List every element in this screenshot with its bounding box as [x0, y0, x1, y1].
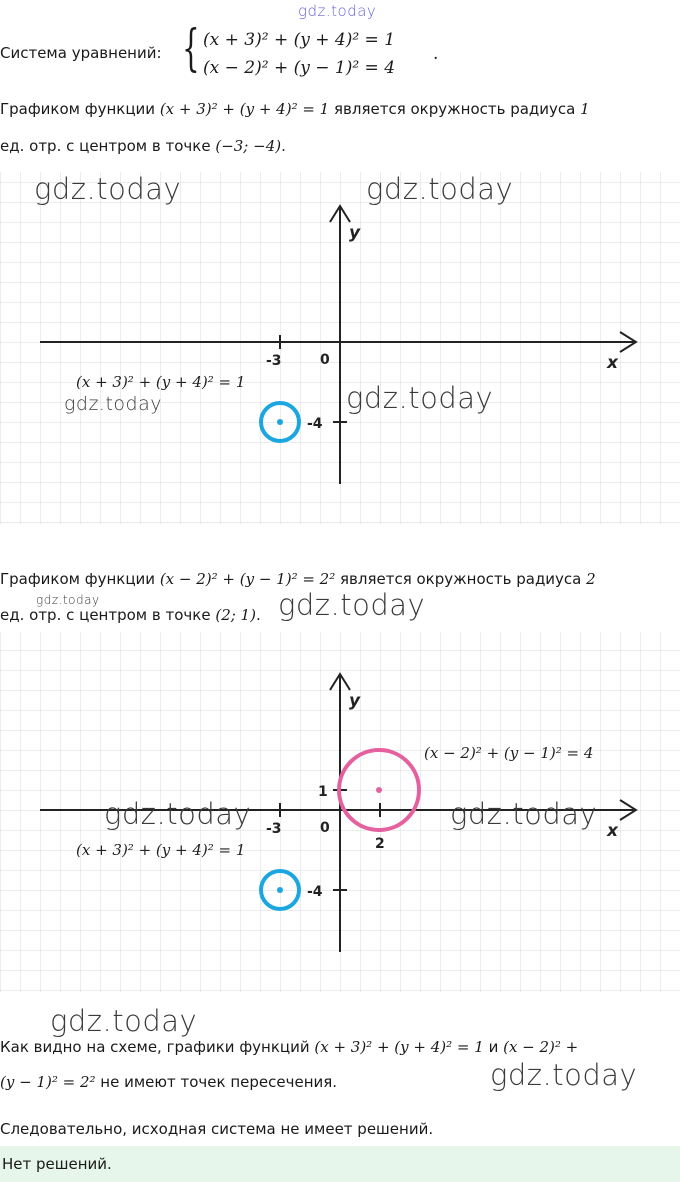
system-period: .: [433, 44, 439, 64]
tick-label-x-minus3: -3: [266, 821, 282, 837]
circle-blue-equation: (x + 3)² + (y + 4)² = 1: [76, 373, 246, 391]
math-equation: (x + 3)² + (y + 4)² = 1: [159, 100, 330, 118]
paragraph-3-line-2: [0, 1073, 337, 1091]
circle-blue-equation: (x + 3)² + (y + 4)² = 1: [76, 841, 246, 859]
paragraph-1-line-2: [0, 137, 286, 155]
math-radius: 2: [586, 570, 596, 588]
text: Графиком функции: [0, 570, 160, 588]
y-axis-label: y: [349, 691, 361, 711]
text: Графиком функции: [0, 100, 160, 118]
text: Как видно на схеме, графики функций: [0, 1038, 315, 1056]
math-center: (−3; −4): [215, 137, 282, 155]
text: и: [483, 1038, 504, 1056]
math-equation: (y − 1)² = 2²: [0, 1073, 96, 1091]
watermark: gdz.today: [104, 797, 252, 831]
tick-label-y-1: 1: [318, 784, 328, 800]
paragraph-3-line-1: [0, 1038, 578, 1056]
system-brace: {: [182, 19, 200, 77]
conclusion-text: Следовательно, исходная система не имеет решений.: [0, 1120, 434, 1138]
paragraph-2-line-1: [0, 570, 596, 588]
text: ед. отр. с центром в точке: [0, 606, 216, 624]
x-axis-label: x: [607, 353, 618, 373]
origin-label: 0: [320, 352, 330, 368]
paragraph-2-line-2: [0, 606, 261, 624]
system-equation-1: (x + 3)² + (y + 4)² = 1: [203, 30, 396, 50]
text: .: [255, 606, 261, 624]
origin-label: 0: [320, 820, 330, 836]
circle-blue-center: [277, 419, 283, 425]
math-equation: (x − 2)² + (y − 1)² = 2²: [159, 570, 336, 588]
text: является окружность радиуса: [335, 570, 587, 588]
y-axis-label: y: [349, 223, 361, 243]
math-radius: 1: [580, 100, 590, 118]
math-center: (2; 1): [215, 606, 256, 624]
watermark: gdz.today: [34, 172, 182, 206]
watermark: gdz.today: [64, 393, 162, 415]
watermark: gdz.today: [366, 172, 514, 206]
watermark: gdz.today: [346, 381, 494, 415]
text: не имеют точек пересечения.: [95, 1073, 338, 1091]
watermark: gdz.today: [298, 2, 377, 20]
watermark: gdz.today: [36, 593, 100, 607]
system-label: Система уравнений:: [0, 44, 162, 62]
circle-pink-center: [376, 787, 382, 793]
tick-label-x-minus3: -3: [266, 353, 282, 369]
text: ед. отр. с центром в точке: [0, 137, 216, 155]
math-equation: (x + 3)² + (y + 4)² = 1: [314, 1038, 484, 1056]
circle-pink-equation: (x − 2)² + (y − 1)² = 4: [424, 744, 594, 762]
tick-label-y-minus4: -4: [307, 416, 323, 432]
watermark: gdz.today: [278, 588, 426, 622]
answer-text: Нет решений.: [2, 1155, 112, 1173]
text: .: [281, 137, 286, 155]
tick-label-y-minus4: -4: [307, 884, 323, 900]
text: является окружность радиуса: [329, 100, 581, 118]
watermark: gdz.today: [50, 1004, 198, 1038]
math-equation: (x − 2)² +: [503, 1038, 579, 1056]
answer-box: [0, 1146, 680, 1182]
x-axis-label: x: [607, 821, 618, 841]
paragraph-1-line-1: [0, 100, 590, 118]
system-equation-2: (x − 2)² + (y − 1)² = 4: [203, 58, 396, 78]
graph-1: [0, 172, 680, 524]
watermark: gdz.today: [450, 797, 598, 831]
circle-blue-center: [277, 887, 283, 893]
tick-label-x-2: 2: [375, 836, 385, 852]
watermark: gdz.today: [490, 1058, 638, 1092]
